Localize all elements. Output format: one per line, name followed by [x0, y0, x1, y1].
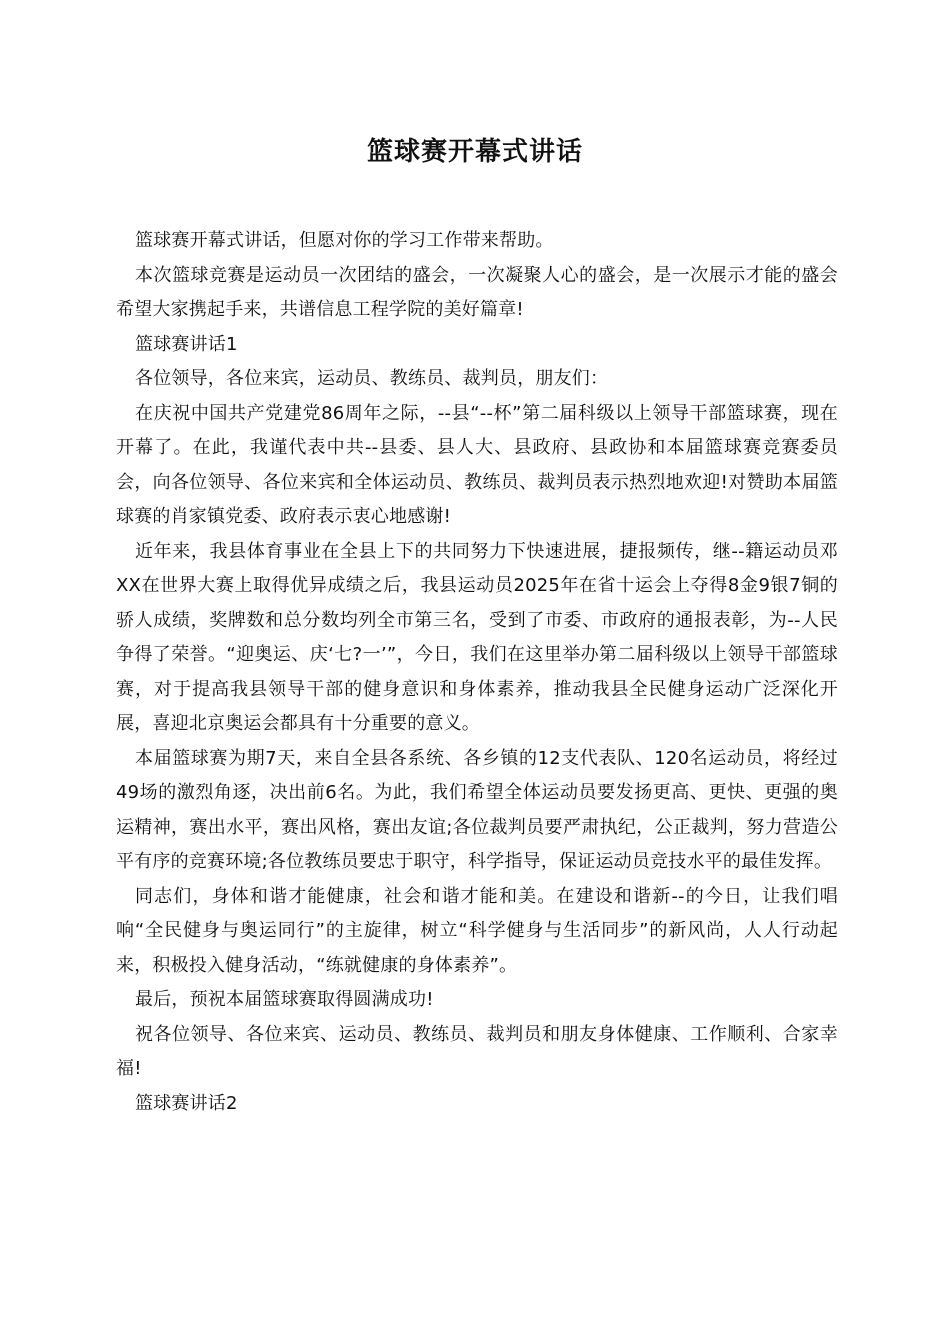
paragraph-wishes: 最后，预祝本届篮球赛取得圆满成功! [135, 989, 434, 1010]
document-body [116, 224, 838, 1121]
paragraph-intro: 篮球赛开幕式讲话，但愿对你的学习工作带来帮助。 [135, 230, 554, 251]
page-title: 篮球赛开幕式讲话 [366, 137, 583, 167]
paragraph-achievements: 近年来，我县体育事业在全县上下的共同努力下快速进展，捷报频传，继--籍运动员邓XX在世界大赛上取得优异成绩之后，我县运动员2025年在省十运会上夺得8金9银7铜的骄人成绩，奖牌数和总分数均列全市第三名，受到了市委、市政府的通报表彰，为--人民争得了荣誉。“迎奥运、庆‘七?一’”，今日，我们在这里举办第二届科级以上领导干部篮球赛，对于提高我县领导干部的健身意识和身体素养，推动我县全民健身运动广泛深化开展，喜迎北京奥运会都具有十分重要的意义。 [116, 540, 838, 734]
paragraph-summary: 本次篮球竞赛是运动员一次团结的盛会，一次凝聚人心的盛会，是一次展示才能的盛会希望大家携起手来，共谱信息工程学院的美好篇章! [116, 264, 838, 320]
paragraph-blessing: 祝各位领导、各位来宾、运动员、教练员、裁判员和朋友身体健康、工作顺利、合家幸福! [116, 1023, 838, 1079]
paragraph-tournament: 本届篮球赛为期7天，来自全县各系统、各乡镇的12支代表队、120名运动员，将经过49场的激烈角逐，决出前6名。为此，我们希望全体运动员要发扬更高、更快、更强的奥运精神，赛出水平，赛出风格，赛出友谊;各位裁判员要严肃执纪，公正裁判，努力营造公平有序的竞赛环境;各位教练员要忠于职守，科学指导，保证运动员竞技水平的最佳发挥。 [116, 747, 838, 872]
section-heading-speech-1: 篮球赛讲话1 [135, 333, 238, 355]
paragraph-opening: 在庆祝中国共产党建党86周年之际，--县“--杯”第二届科级以上领导干部篮球赛，现在开幕了。在此，我谨代表中共--县委、县人大、县政府、县政协和本届篮球赛竞赛委员会，向各位领导、各位来宾和全体运动员、教练员、裁判员表示热烈地欢迎!对赞助本届篮球赛的肖家镇党委、政府表示衷心地感谢! [116, 402, 838, 527]
paragraph-salutation: 各位领导，各位来宾，运动员、教练员、裁判员，朋友们： [135, 368, 609, 389]
paragraph-harmony: 同志们，身体和谐才能健康，社会和谐才能和美。在建设和谐新--的今日，让我们唱响“全民健身与奥运同行”的主旋律，树立“科学健身与生活同步”的新风尚，人人行动起来，积极投入健身活动，“练就健康的身体素养”。 [116, 885, 838, 976]
section-heading-speech-2: 篮球赛讲话2 [135, 1092, 238, 1114]
